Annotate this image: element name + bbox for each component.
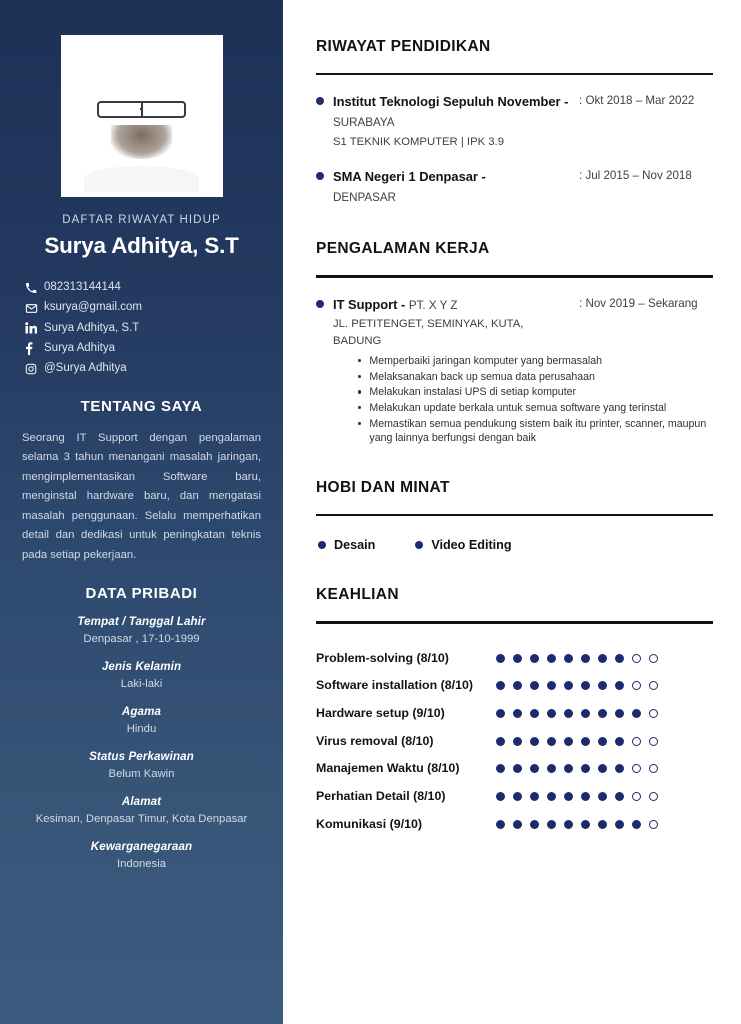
skill-row xyxy=(316,705,713,723)
skill-dot-filled xyxy=(581,792,590,801)
skill-dot-filled xyxy=(564,681,573,690)
skill-dot-filled xyxy=(496,792,505,801)
personal-data-label: Jenis Kelamin xyxy=(101,659,182,673)
experience-address: JL. PETITENGET, SEMINYAK, KUTA, BADUNG xyxy=(333,318,524,347)
skill-name: Hardware setup (9/10) xyxy=(316,706,445,721)
skill-dot-filled xyxy=(547,709,556,718)
skill-dot-filled xyxy=(530,681,539,690)
education-location: DENPASAR xyxy=(333,190,396,204)
skill-dot-filled xyxy=(581,820,590,829)
experience-duty xyxy=(358,370,713,384)
duty-bullet-icon xyxy=(358,390,361,393)
personal-data-label: Agama xyxy=(121,705,162,718)
skill-dot-filled xyxy=(581,681,590,690)
education-item xyxy=(316,167,713,206)
skill-dot-filled xyxy=(564,737,573,746)
skill-dot-filled xyxy=(598,681,607,690)
cv-tagline: DAFTAR RIWAYAT HIDUP xyxy=(62,214,221,226)
personal-data-value: Indonesia xyxy=(117,858,166,871)
skill-dot-filled xyxy=(513,820,522,829)
skill-dot-filled xyxy=(581,654,590,663)
skills-heading: KEAHLIAN xyxy=(316,586,399,604)
skill-name: Manajemen Waktu (8/10) xyxy=(316,761,460,776)
experience-item xyxy=(316,295,713,349)
skill-dot-filled xyxy=(598,820,607,829)
instagram-icon xyxy=(25,363,44,375)
skill-dot-filled xyxy=(632,820,641,829)
duty-bullet-icon xyxy=(358,406,361,409)
skill-dot-filled xyxy=(564,820,573,829)
skill-dot-filled xyxy=(513,709,522,718)
skill-dot-filled xyxy=(615,792,624,801)
sidebar xyxy=(0,0,283,1024)
skill-dot-filled xyxy=(547,764,556,773)
education-institution-line xyxy=(333,92,571,131)
profile-photo-frame xyxy=(61,35,223,197)
duty-text: Memperbaiki jaringan komputer yang bermasalah xyxy=(369,354,602,367)
skill-dot-empty xyxy=(632,792,641,801)
skill-dot-filled xyxy=(547,792,556,801)
skill-dot-filled xyxy=(530,792,539,801)
section-divider xyxy=(316,621,713,623)
personal-data-label: Tempat / Tanggal Lahir xyxy=(77,614,206,628)
skill-dot-filled xyxy=(496,820,505,829)
hobbies-heading: HOBI DAN MINAT xyxy=(316,479,450,497)
hobby-label: Video Editing xyxy=(431,538,512,553)
skill-dot-filled xyxy=(530,737,539,746)
skill-dot-filled xyxy=(598,764,607,773)
personal-data-item xyxy=(22,750,261,782)
skill-dot-filled xyxy=(615,820,624,829)
skill-name: Perhatian Detail (8/10) xyxy=(316,788,446,803)
candidate-name: Surya Adhitya, S.T xyxy=(44,233,239,258)
education-institution: SMA Negeri 1 Denpasar - xyxy=(333,168,486,184)
experience-heading: PENGALAMAN KERJA xyxy=(316,240,490,258)
skill-dot-filled xyxy=(598,737,607,746)
skill-dot-filled xyxy=(530,820,539,829)
skills-section xyxy=(316,586,713,833)
skill-dot-filled xyxy=(615,737,624,746)
main-content xyxy=(283,0,741,1024)
bullet-dot-icon xyxy=(318,541,326,549)
bullet-dot-icon xyxy=(316,172,324,180)
skill-rating xyxy=(496,760,666,773)
section-divider xyxy=(316,73,713,75)
skill-dot-filled xyxy=(581,737,590,746)
personal-data-heading: DATA PRIBADI xyxy=(85,584,198,602)
personal-data-item xyxy=(22,615,261,647)
skill-dot-empty xyxy=(632,681,641,690)
hobbies-list xyxy=(316,538,713,552)
skill-dot-empty xyxy=(649,654,658,663)
skill-rating xyxy=(496,733,666,746)
contact-list xyxy=(22,281,261,376)
phone-icon xyxy=(25,282,44,294)
education-location: SURABAYA xyxy=(333,116,395,129)
education-institution-line xyxy=(333,167,486,206)
experience-role: IT Support - xyxy=(333,296,409,312)
education-period: : Jul 2015 – Nov 2018 xyxy=(579,168,692,182)
contact-phone[interactable] xyxy=(25,281,261,295)
about-text: Seorang IT Support dengan pengalaman selama 3 tahun menangani masalah jaringan, mengimplementasikan Software baru, menginstal hardware baru, dan mengatasi masalah penggunaan. Selalu memperhatikan detail dan dedikasi untuk peningkatan teknis pada setiap pekerjaan. xyxy=(22,431,261,561)
contact-phone-value: 082313144144 xyxy=(44,281,121,293)
skill-dot-filled xyxy=(513,792,522,801)
linkedin-icon xyxy=(25,322,44,334)
skill-dot-filled xyxy=(547,820,556,829)
skill-dot-filled xyxy=(564,709,573,718)
skill-dot-filled xyxy=(598,709,607,718)
beard-detail xyxy=(111,125,172,158)
skill-dot-filled xyxy=(496,709,505,718)
personal-data-value: Hindu xyxy=(126,723,157,735)
skill-dot-filled xyxy=(530,709,539,718)
personal-data-item xyxy=(22,795,261,827)
skill-dot-filled xyxy=(581,764,590,773)
skill-dot-empty xyxy=(649,709,658,718)
duty-text: Melakukan instalasi UPS di setiap komputer xyxy=(369,386,577,399)
contact-facebook[interactable] xyxy=(25,342,261,356)
skill-dot-filled xyxy=(547,681,556,690)
skill-rating xyxy=(496,705,666,718)
personal-data-label: Status Perkawinan xyxy=(89,750,194,764)
education-item xyxy=(316,92,713,150)
experience-duty xyxy=(358,417,713,445)
personal-data-value: Laki-laki xyxy=(120,677,163,690)
duty-text: Memastikan semua pendukung sistem baik itu printer, scanner, maupun yang lainnya berfungsi dengan baik xyxy=(369,417,707,444)
duty-text: Melakukan update berkala untuk semua software yang terinstal xyxy=(369,402,667,415)
experience-role-line xyxy=(333,295,571,315)
shirt-detail xyxy=(84,166,200,192)
skill-dot-filled xyxy=(513,737,522,746)
experience-duty xyxy=(358,401,713,415)
personal-data-label: Alamat xyxy=(121,795,162,809)
skill-rating xyxy=(496,650,666,663)
duty-text: Melaksanakan back up semua data perusahaan xyxy=(369,370,595,383)
skill-name: Komunikasi (9/10) xyxy=(316,816,423,831)
skill-name: Software installation (8/10) xyxy=(316,678,473,693)
contact-facebook-value: Surya Adhitya xyxy=(44,341,115,354)
skills-list xyxy=(316,650,713,833)
education-detail: S1 TEKNIK KOMPUTER | IPK 3.9 xyxy=(333,135,504,148)
bullet-dot-icon xyxy=(316,300,324,308)
skill-dot-filled xyxy=(598,654,607,663)
skill-dot-filled xyxy=(513,654,522,663)
personal-data-value: Denpasar , 17-10-1999 xyxy=(83,632,200,645)
contact-email[interactable] xyxy=(25,301,261,315)
skill-dot-empty xyxy=(649,792,658,801)
experience-section xyxy=(316,240,713,445)
contact-instagram-value: @Surya Adhitya xyxy=(44,362,127,375)
skill-dot-empty xyxy=(632,737,641,746)
skill-dot-filled xyxy=(632,709,641,718)
duty-bullet-icon xyxy=(358,359,361,362)
duty-bullet-icon xyxy=(358,422,361,425)
hobby-label: Desain xyxy=(334,538,376,553)
skill-row xyxy=(316,760,713,778)
skill-dot-filled xyxy=(564,764,573,773)
skill-dot-filled xyxy=(581,709,590,718)
envelope-icon xyxy=(25,302,44,315)
skill-dot-filled xyxy=(615,764,624,773)
skill-name: Virus removal (8/10) xyxy=(316,733,434,748)
skill-dot-filled xyxy=(496,654,505,663)
experience-duty xyxy=(358,354,713,368)
profile-photo xyxy=(66,40,218,192)
skill-rating xyxy=(496,816,666,829)
hobby-item xyxy=(415,538,511,552)
hobbies-section xyxy=(316,479,713,552)
skill-rating xyxy=(496,677,666,690)
bullet-dot-icon xyxy=(316,97,324,105)
skill-name: Problem-solving (8/10) xyxy=(316,650,449,665)
skill-row xyxy=(316,650,713,668)
skill-dot-filled xyxy=(615,654,624,663)
skill-dot-empty xyxy=(632,764,641,773)
bullet-dot-icon xyxy=(415,541,423,549)
skill-dot-empty xyxy=(632,654,641,663)
contact-email-value: ksurya@gmail.com xyxy=(44,301,142,314)
about-heading: TENTANG SAYA xyxy=(80,397,203,415)
skill-dot-filled xyxy=(598,792,607,801)
education-section xyxy=(316,38,713,206)
skill-dot-filled xyxy=(530,764,539,773)
duty-bullet-icon xyxy=(358,375,361,378)
skill-rating xyxy=(496,788,666,801)
education-heading: RIWAYAT PENDIDIKAN xyxy=(316,38,491,55)
personal-data-item xyxy=(22,705,261,737)
experience-duty-list xyxy=(358,354,713,445)
skill-dot-filled xyxy=(615,681,624,690)
skill-dot-filled xyxy=(496,764,505,773)
personal-data-item xyxy=(22,840,261,872)
facebook-icon xyxy=(25,342,44,355)
skill-dot-filled xyxy=(564,654,573,663)
skill-dot-filled xyxy=(530,654,539,663)
skill-row xyxy=(316,788,713,806)
contact-linkedin-value: Surya Adhitya, S.T xyxy=(44,321,140,334)
skill-dot-filled xyxy=(513,681,522,690)
skill-row xyxy=(316,733,713,751)
skill-dot-filled xyxy=(547,654,556,663)
skill-dot-filled xyxy=(547,737,556,746)
skill-dot-filled xyxy=(615,709,624,718)
contact-linkedin[interactable] xyxy=(25,322,261,336)
experience-company: PT. X Y Z xyxy=(408,298,458,312)
personal-data-value: Kesiman, Denpasar Timur, Kota Denpasar xyxy=(35,813,248,826)
personal-data-value: Belum Kawin xyxy=(108,768,175,781)
skill-dot-filled xyxy=(564,792,573,801)
education-period: : Okt 2018 – Mar 2022 xyxy=(579,94,695,108)
personal-data-label: Kewarganegaraan xyxy=(90,840,193,854)
section-divider xyxy=(316,275,713,277)
glasses-detail xyxy=(97,101,185,118)
skill-dot-empty xyxy=(649,737,658,746)
personal-data-item xyxy=(22,660,261,692)
skill-dot-filled xyxy=(513,764,522,773)
skill-row xyxy=(316,816,713,834)
skill-dot-filled xyxy=(496,681,505,690)
education-institution: Institut Teknologi Sepuluh November - xyxy=(333,94,569,110)
skill-dot-empty xyxy=(649,681,658,690)
experience-period: : Nov 2019 – Sekarang xyxy=(579,296,698,310)
experience-duty xyxy=(358,385,713,399)
skill-dot-empty xyxy=(649,764,658,773)
hobby-item xyxy=(318,538,375,552)
skill-dot-filled xyxy=(496,737,505,746)
contact-instagram[interactable] xyxy=(25,362,261,376)
skill-row xyxy=(316,677,713,695)
skill-dot-empty xyxy=(649,820,658,829)
section-divider xyxy=(316,514,713,516)
